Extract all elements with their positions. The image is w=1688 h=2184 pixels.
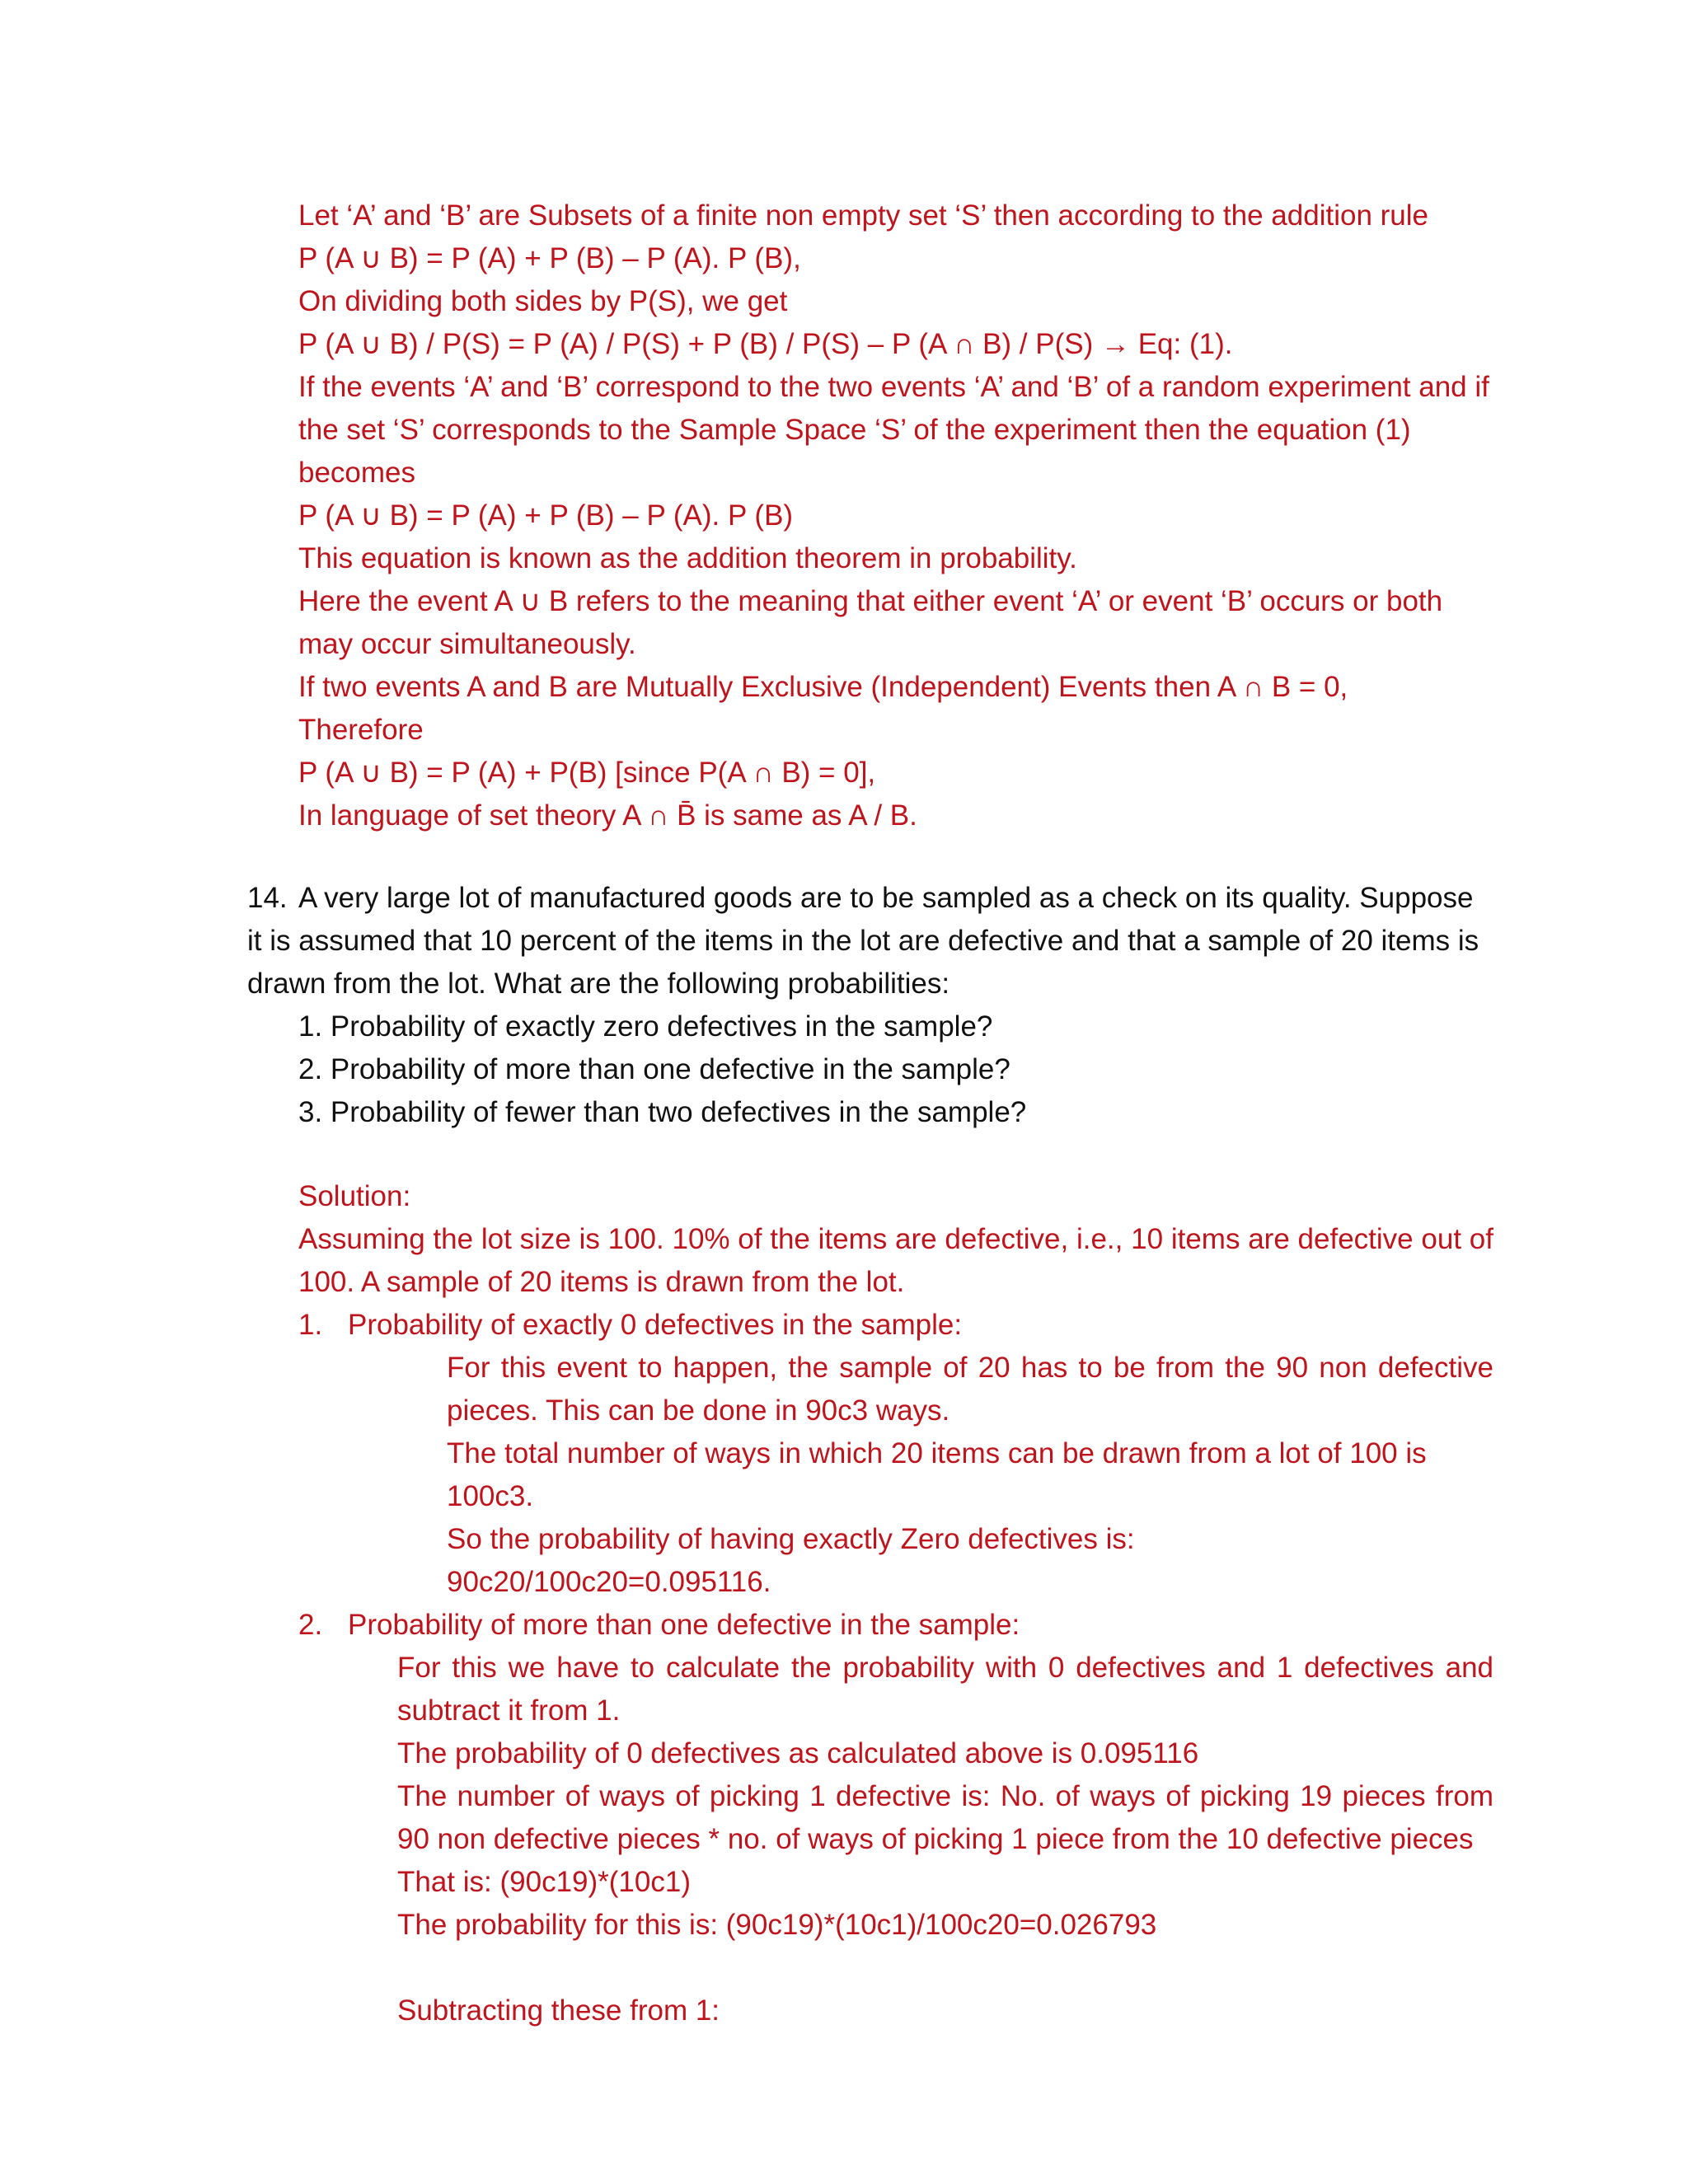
intro-line: Here the event A ∪ B refers to the meaning that either event ‘A’ or event ‘B’ occurs or both may occur simultaneously. bbox=[298, 585, 1443, 660]
question-number: 14. bbox=[247, 882, 288, 914]
solution-item-1-body bbox=[447, 1347, 1493, 1604]
addition-theorem-explanation bbox=[298, 194, 1493, 837]
solution-item-1 bbox=[298, 1304, 1493, 1347]
intro-line: In language of set theory A ∩ B̄ is same as A / B. bbox=[298, 799, 917, 832]
solution-line: Subtracting these from 1: bbox=[397, 1994, 720, 2027]
solution-heading: Solution: bbox=[298, 1180, 411, 1212]
solution-line: The total number of ways in which 20 items can be drawn from a lot of 100 is 100c3. bbox=[447, 1437, 1427, 1512]
intro-line: Let ‘A’ and ‘B’ are Subsets of a finite non empty set ‘S’ then according to the addition rule bbox=[298, 199, 1428, 232]
solution-line: That is: (90c19)*(10c1) bbox=[397, 1866, 691, 1898]
solution-item-2-body bbox=[397, 1647, 1493, 2032]
intro-line: P (A ∪ B) = P (A) + P (B) – P (A). P (B), bbox=[298, 242, 801, 274]
question-part: 2. Probability of more than one defective in the sample? bbox=[298, 1053, 1010, 1085]
intro-line: If the events ‘A’ and ‘B’ correspond to the two events ‘A’ and ‘B’ of a random experiment and if the set ‘S’ corresponds to the Sample Space ‘S’ of the experiment then the equation (1) becomes bbox=[298, 371, 1489, 489]
question-14 bbox=[247, 877, 1493, 1134]
solution-line: For this event to happen, the sample of 20 has to be from the 90 non defective pieces. This can be done in 90c3 ways. bbox=[447, 1352, 1493, 1427]
question-part: 3. Probability of fewer than two defectives in the sample? bbox=[298, 1096, 1027, 1128]
intro-line: P (A ∪ B) / P(S) = P (A) / P(S) + P (B) / P(S) – P (A ∩ B) / P(S) → Eq: (1). bbox=[298, 328, 1233, 360]
solution-line: The number of ways of picking 1 defective is: No. of ways of picking 19 pieces from 90 non defective pieces * no. of ways of picking 1 piece from the 10 defective pieces bbox=[397, 1780, 1493, 1855]
question-part: 1. Probability of exactly zero defectives in the sample? bbox=[298, 1010, 993, 1043]
intro-line: On dividing both sides by P(S), we get bbox=[298, 285, 788, 317]
solution-section bbox=[298, 1175, 1493, 2032]
solution-item-title: Probability of exactly 0 defectives in the sample: bbox=[348, 1309, 963, 1341]
solution-line: The probability for this is: (90c19)*(10c1)/100c20=0.026793 bbox=[397, 1909, 1157, 1941]
solution-intro: Assuming the lot size is 100. 10% of the items are defective, i.e., 10 items are defective out of 100. A sample of 20 items is drawn from the lot. bbox=[298, 1223, 1493, 1298]
question-statement bbox=[247, 877, 1493, 1005]
intro-line: P (A ∪ B) = P (A) + P(B) [since P(A ∩ B) = 0], bbox=[298, 757, 876, 789]
question-text: A very large lot of manufactured goods are to be sampled as a check on its quality. Suppose it is assumed that 10 percent of the items in the lot are defective and that a sample of 20 items is drawn from the lot. What are the following probabilities: bbox=[247, 882, 1479, 1000]
solution-item-number: 1. bbox=[298, 1309, 323, 1341]
solution-line: The probability of 0 defectives as calculated above is 0.095116 bbox=[397, 1737, 1199, 1769]
solution-item-title: Probability of more than one defective in the sample: bbox=[348, 1609, 1020, 1641]
intro-line: P (A ∪ B) = P (A) + P (B) – P (A). P (B) bbox=[298, 499, 794, 532]
blank-line bbox=[397, 1947, 1493, 1990]
solution-item-2 bbox=[298, 1604, 1493, 1647]
intro-line: If two events A and B are Mutually Exclusive (Independent) Events then A ∩ B = 0, bbox=[298, 671, 1348, 703]
intro-line: Therefore bbox=[298, 714, 424, 746]
intro-line: This equation is known as the addition theorem in probability. bbox=[298, 542, 1077, 574]
solution-line: For this we have to calculate the probability with 0 defectives and 1 defectives and subtract it from 1. bbox=[397, 1652, 1493, 1727]
solution-line: 90c20/100c20=0.095116. bbox=[447, 1566, 771, 1598]
solution-item-number: 2. bbox=[298, 1609, 323, 1641]
solution-line: So the probability of having exactly Zero defectives is: bbox=[447, 1523, 1135, 1555]
